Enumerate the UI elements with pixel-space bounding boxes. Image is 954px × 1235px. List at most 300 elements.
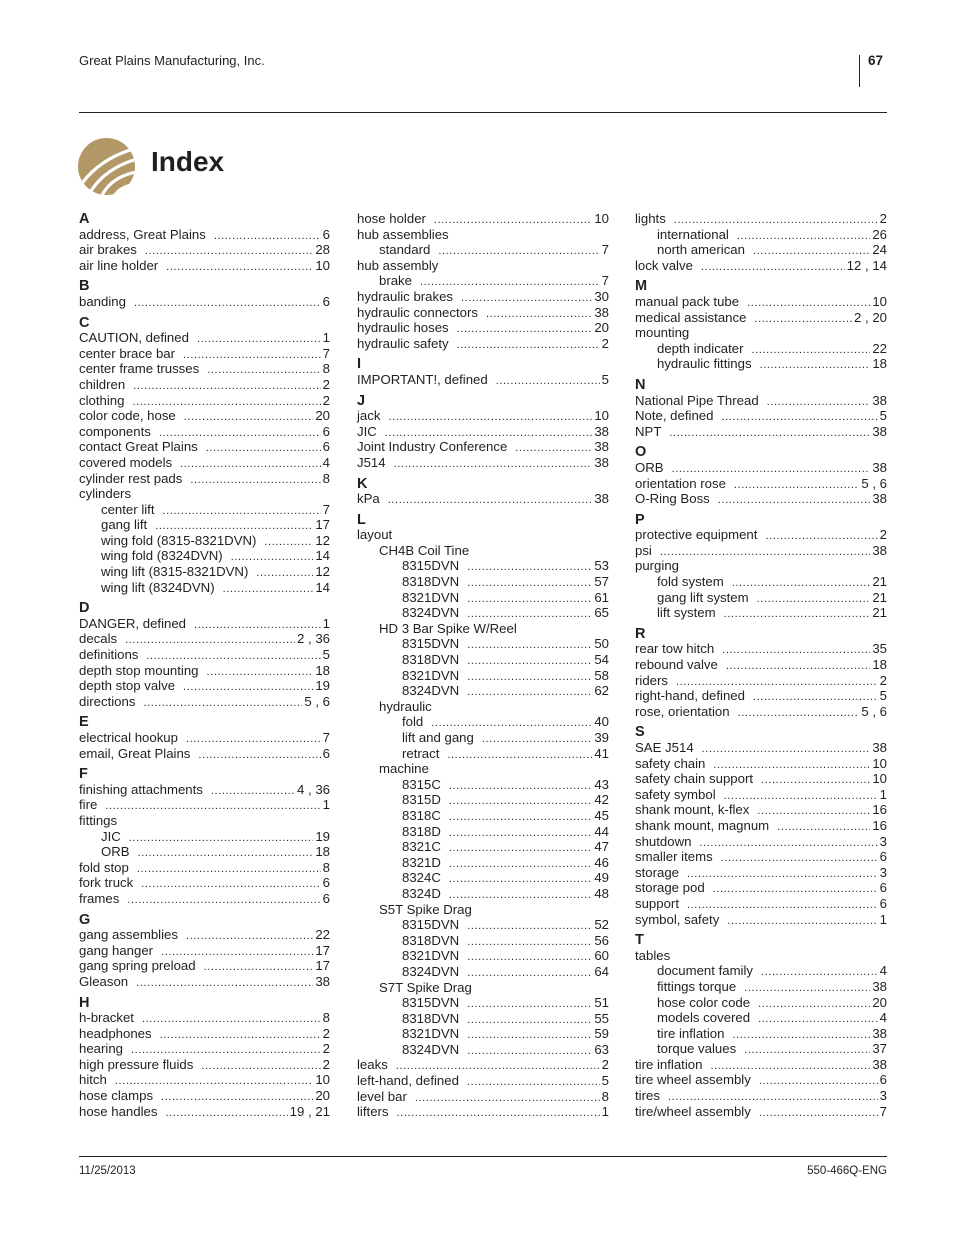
index-term: S5T Spike Drag (379, 901, 472, 917)
index-entry (79, 631, 330, 647)
index-page-ref: 8 (322, 859, 330, 875)
index-term: left-hand, defined (357, 1073, 459, 1089)
index-term: models covered (657, 1010, 751, 1026)
dot-leader (415, 1091, 600, 1107)
index-term: cylinders (79, 486, 132, 502)
index-subentry (357, 543, 609, 559)
index-page-ref: 20 (315, 1088, 330, 1104)
index-page-ref: 54 (594, 652, 609, 668)
index-page-ref: 7 (322, 501, 330, 517)
index-term: 8318DVN (402, 1010, 460, 1026)
index-term: storage pod (635, 880, 705, 896)
index-subentry (357, 621, 609, 637)
index-page-ref: 2 (322, 392, 330, 408)
dot-leader (759, 1074, 878, 1090)
index-term: gang lift system (657, 589, 749, 605)
dot-leader (166, 260, 313, 276)
index-entry (79, 797, 330, 813)
index-section-letter: F (79, 766, 88, 783)
index-entry (79, 346, 330, 362)
index-entry (635, 657, 887, 673)
index-entry (635, 1057, 887, 1073)
index-page-ref: 43 (594, 776, 609, 792)
index-subentry (357, 1011, 609, 1027)
dot-leader (201, 1059, 320, 1075)
index-entry (357, 439, 609, 455)
index-page-ref: 2 (601, 1057, 609, 1073)
index-page-ref: 62 (594, 683, 609, 699)
index-term: lights (635, 211, 666, 226)
index-page-ref: 10 (872, 755, 887, 771)
dot-leader (186, 732, 321, 748)
dot-leader (467, 966, 592, 982)
index-entry (635, 310, 887, 326)
index-term: SAE J514 (635, 740, 694, 755)
index-term: tire inflation (657, 1025, 725, 1041)
dot-leader (713, 882, 878, 898)
dot-leader (722, 643, 870, 659)
index-term: purging (635, 558, 679, 574)
index-entry (79, 486, 330, 502)
index-page-ref: 10 (594, 408, 609, 424)
dot-leader (753, 690, 878, 706)
index-entry (357, 372, 609, 388)
index-page-ref: 3 (879, 1088, 887, 1104)
index-term: 8315DVN (402, 636, 460, 652)
index-term: h-bracket (79, 1010, 134, 1026)
index-entry (635, 460, 887, 476)
index-page-ref: 18 (872, 356, 887, 372)
index-page-ref: 6 (879, 880, 887, 896)
index-entry (635, 294, 887, 310)
index-entry (635, 393, 887, 409)
index-page-ref: 1 (322, 797, 330, 813)
index-term: JIC (101, 828, 121, 844)
index-entry (79, 227, 330, 243)
index-subentry (357, 242, 609, 258)
index-term: center lift (101, 501, 155, 517)
index-page-ref: 18 (315, 844, 330, 860)
dot-leader (190, 473, 320, 489)
index-term: gang spring preload (79, 958, 196, 974)
index-page-ref: 65 (594, 605, 609, 621)
index-page-ref: 3 (879, 833, 887, 849)
index-page-ref: 1 (879, 911, 887, 927)
index-entry (79, 974, 330, 990)
index-entry (79, 1104, 330, 1120)
index-page-ref: 10 (872, 771, 887, 787)
index-term: clothing (79, 392, 125, 408)
index-page-ref: 48 (594, 885, 609, 901)
index-term: safety symbol (635, 786, 716, 802)
index-term: CAUTION, defined (79, 330, 189, 346)
index-entry (79, 471, 330, 487)
index-term: high pressure fluids (79, 1056, 194, 1072)
index-page-ref: 1 (322, 330, 330, 346)
index-subentry (357, 761, 609, 777)
index-page-ref: 17 (315, 942, 330, 958)
index-page-ref: 38 (872, 1025, 887, 1041)
index-term: wing lift (8324DVN) (101, 579, 215, 595)
dot-leader (687, 867, 878, 883)
index-page-ref: 61 (594, 589, 609, 605)
dot-leader (204, 960, 314, 976)
index-page-ref: 2 (322, 1041, 330, 1057)
index-term: DANGER, defined (79, 615, 187, 631)
index-entry (635, 818, 887, 834)
index-entry (635, 325, 887, 341)
dot-leader (467, 670, 592, 686)
index-term: covered models (79, 454, 173, 470)
index-column-1 (79, 211, 330, 1119)
index-page-ref: 2 (322, 376, 330, 392)
index-page-ref: 6 (322, 423, 330, 439)
index-subentry (357, 683, 609, 699)
dot-leader (732, 576, 871, 592)
index-term: document family (657, 963, 754, 979)
index-section-letter: O (635, 444, 647, 461)
index-page-ref: 58 (594, 667, 609, 683)
dot-leader (137, 862, 321, 878)
index-entry (79, 860, 330, 876)
index-subentry (357, 652, 609, 668)
index-entry (79, 694, 330, 710)
dot-leader (467, 919, 592, 935)
index-term: depth stop valve (79, 678, 176, 694)
index-term: 8324DVN (402, 1041, 460, 1057)
index-term: air line holder (79, 257, 159, 273)
dot-leader (467, 935, 592, 951)
index-entry (357, 258, 609, 274)
index-page-ref: 7 (322, 345, 330, 361)
index-subentry (79, 517, 330, 533)
dot-leader (467, 1075, 600, 1091)
dot-leader (198, 748, 320, 764)
index-entry (79, 393, 330, 409)
dot-leader (449, 857, 592, 873)
index-page-ref: 22 (872, 340, 887, 356)
index-entry (635, 408, 887, 424)
index-page-ref: 60 (594, 948, 609, 964)
dot-leader (136, 976, 313, 992)
dot-leader (183, 680, 313, 696)
index-entry (79, 1041, 330, 1057)
index-section-letter: J (357, 392, 366, 409)
index-entry (357, 527, 609, 543)
index-section-letter: N (635, 376, 646, 393)
index-subentry (357, 870, 609, 886)
index-subentry (357, 558, 609, 574)
index-page-ref: 52 (594, 917, 609, 933)
index-term: 8324DVN (402, 683, 460, 699)
index-page-ref: 4 , 36 (297, 781, 330, 797)
index-term: hydraulic safety (357, 335, 449, 351)
index-section-letter: P (635, 511, 645, 528)
index-section-letter: H (79, 994, 90, 1011)
index-page-ref: 12 , 14 (846, 257, 887, 273)
dot-leader (127, 893, 320, 909)
index-subentry (357, 746, 609, 762)
index-term: depth indicater (657, 340, 744, 356)
index-subentry (357, 995, 609, 1011)
index-page-ref: 50 (594, 636, 609, 652)
dot-leader (457, 338, 600, 354)
dot-leader (467, 592, 592, 608)
index-subentry (635, 1026, 887, 1042)
index-page-ref: 38 (315, 973, 330, 989)
dot-leader (699, 836, 877, 852)
index-subentry (357, 1042, 609, 1058)
index-term: leaks (357, 1057, 388, 1073)
index-entry (635, 641, 887, 657)
index-term: psi (635, 542, 652, 558)
index-page-ref: 1 (879, 786, 887, 802)
index-subentry (357, 730, 609, 746)
index-section-letter: S (635, 724, 645, 741)
index-page-ref: 39 (594, 730, 609, 745)
index-entry (357, 408, 609, 424)
index-subentry (79, 548, 330, 564)
dot-leader (141, 877, 320, 893)
dot-leader (467, 638, 592, 654)
dot-leader (163, 504, 321, 520)
index-subentry (357, 808, 609, 824)
index-page-ref: 59 (594, 1026, 609, 1042)
index-page-ref: 20 (594, 320, 609, 336)
index-term: center brace bar (79, 345, 176, 361)
index-entry (79, 943, 330, 959)
dot-leader (207, 363, 320, 379)
index-term: hydraulic hoses (357, 320, 449, 336)
dot-leader (138, 846, 314, 862)
dot-leader (721, 851, 878, 867)
index-term: 8321D (402, 854, 441, 870)
index-term: kPa (357, 491, 380, 507)
dot-leader (160, 1028, 321, 1044)
index-entry (635, 424, 887, 440)
index-term: 8318DVN (402, 932, 460, 948)
dot-leader (211, 784, 295, 800)
index-term: retract (402, 745, 440, 761)
dot-leader (757, 804, 870, 820)
index-entry (635, 865, 887, 881)
index-section-letter: D (79, 600, 90, 617)
index-page-ref: 53 (594, 558, 609, 574)
index-page-ref: 37 (872, 1041, 887, 1057)
index-term: brake (379, 273, 412, 289)
index-term: tire/wheel assembly (635, 1103, 751, 1119)
index-subentry (635, 227, 887, 243)
index-term: manual pack tube (635, 293, 740, 309)
index-page-ref: 38 (594, 439, 609, 455)
dot-leader (515, 441, 592, 457)
index-page-ref: 5 (322, 647, 330, 663)
index-page-ref: 44 (594, 823, 609, 839)
index-page-ref: 6 (322, 890, 330, 906)
index-term: standard (379, 242, 431, 258)
index-term: tables (635, 947, 671, 963)
index-term: cylinder rest pads (79, 470, 183, 486)
index-page-ref: 10 (594, 211, 609, 226)
index-page-ref: 21 (872, 574, 887, 590)
index-term: frames (79, 890, 120, 906)
dot-leader (145, 244, 313, 260)
index-term: hydraulic brakes (357, 288, 454, 304)
dot-leader (449, 794, 592, 810)
dot-leader (724, 607, 871, 623)
index-entry (635, 756, 887, 772)
index-term: 8324D (402, 885, 441, 901)
index-term: medical assistance (635, 309, 747, 325)
index-entry (79, 1072, 330, 1088)
company-name: Great Plains Manufacturing, Inc. (79, 53, 265, 68)
footer-rule (79, 1156, 887, 1157)
index-term: hydraulic connectors (357, 304, 478, 320)
index-entry (357, 1104, 609, 1120)
index-entry (357, 227, 609, 243)
index-entry (635, 834, 887, 850)
index-page-ref: 57 (594, 574, 609, 590)
index-page-ref: 2 (879, 527, 887, 543)
index-page-ref: 14 (315, 548, 330, 564)
index-term: O-Ring Boss (635, 491, 710, 507)
index-term: wing fold (8315-8321DVN) (101, 532, 257, 548)
index-subentry (79, 533, 330, 549)
index-page-ref: 6 (322, 439, 330, 455)
dot-leader (388, 493, 593, 509)
index-page-ref: 38 (872, 1056, 887, 1072)
index-term: 8315DVN (402, 558, 460, 574)
index-page-ref: 5 , 6 (304, 693, 330, 709)
index-page-ref: 18 (315, 662, 330, 678)
index-entry (635, 802, 887, 818)
dot-leader (467, 950, 592, 966)
index-page-ref: 8 (322, 470, 330, 486)
index-page-ref: 38 (594, 423, 609, 439)
index-subentry (635, 979, 887, 995)
index-page-ref: 38 (872, 392, 887, 408)
index-page-ref: 20 (315, 408, 330, 424)
index-term: contact Great Plains (79, 439, 198, 455)
index-term: JIC (357, 423, 377, 439)
index-page-ref: 64 (594, 963, 609, 979)
index-page-ref: 17 (315, 517, 330, 533)
index-page-ref: 2 , 20 (854, 309, 887, 325)
index-entry (635, 740, 887, 756)
index-subentry (357, 855, 609, 871)
index-page-ref: 7 (879, 1103, 887, 1119)
index-term: rear tow hitch (635, 641, 715, 657)
index-term: international (657, 226, 729, 242)
index-entry (357, 1073, 609, 1089)
index-subentry (357, 714, 609, 730)
index-term: torque values (657, 1041, 737, 1057)
index-term: 8318DVN (402, 652, 460, 668)
index-term: hose clamps (79, 1088, 154, 1104)
dot-leader (761, 773, 870, 789)
dot-leader (759, 1106, 878, 1122)
dot-leader (718, 493, 871, 509)
index-entry (357, 1089, 609, 1105)
index-entry (635, 880, 887, 896)
index-subentry (635, 242, 887, 258)
index-term: layout (357, 527, 393, 543)
index-entry (79, 746, 330, 762)
index-term: National Pipe Thread (635, 392, 759, 408)
dot-leader (449, 810, 592, 826)
index-entry (79, 377, 330, 393)
dot-leader (207, 665, 314, 681)
dot-leader (214, 229, 321, 245)
index-subentry (357, 902, 609, 918)
index-page-ref: 6 (322, 875, 330, 891)
index-term: level bar (357, 1088, 407, 1104)
index-term: wing lift (8315-8321DVN) (101, 564, 249, 580)
index-page-ref: 38 (872, 491, 887, 507)
index-term: 8321DVN (402, 948, 460, 964)
index-term: wing fold (8324DVN) (101, 548, 223, 564)
index-term: gang lift (101, 517, 148, 533)
index-subentry (357, 574, 609, 590)
index-term: IMPORTANT!, defined (357, 371, 488, 387)
index-term: jack (357, 408, 381, 424)
index-entry (79, 678, 330, 694)
index-entry (79, 408, 330, 424)
dot-leader (134, 296, 321, 312)
dot-leader (197, 332, 321, 348)
index-term: north american (657, 242, 745, 258)
dot-leader (143, 696, 302, 712)
index-subentry (635, 1041, 887, 1057)
dot-leader (701, 260, 845, 276)
index-term: center frame trusses (79, 361, 200, 377)
index-term: gang assemblies (79, 927, 178, 943)
dot-leader (467, 685, 592, 701)
index-subentry (357, 668, 609, 684)
index-term: CH4B Coil Tine (379, 542, 470, 558)
index-term: fire (79, 797, 98, 813)
index-section-letter: R (635, 625, 646, 642)
dot-leader (165, 1106, 287, 1122)
dot-leader (264, 535, 313, 551)
dot-leader (738, 706, 860, 722)
index-page-ref: 28 (315, 242, 330, 258)
index-term: finishing attachments (79, 781, 203, 797)
index-entry (635, 1088, 887, 1104)
index-section-letter: L (357, 511, 366, 528)
index-term: 8315DVN (402, 917, 460, 933)
index-term: email, Great Plains (79, 745, 191, 761)
index-page-ref: 5 , 6 (861, 475, 887, 491)
dot-leader (457, 322, 593, 338)
index-term: ORB (635, 459, 664, 475)
index-term: rebound valve (635, 657, 718, 673)
great-plains-logo-icon (78, 138, 135, 195)
index-entry (357, 491, 609, 507)
index-term: ORB (101, 844, 130, 860)
header-rule (79, 112, 887, 113)
index-term: hydraulic fittings (657, 356, 752, 372)
index-subentry (357, 917, 609, 933)
dot-leader (180, 457, 321, 473)
dot-leader (732, 1028, 870, 1044)
index-term: 8321DVN (402, 667, 460, 683)
index-subentry (357, 699, 609, 715)
dot-leader (757, 592, 871, 608)
index-subentry (357, 980, 609, 996)
index-page-ref: 8 (322, 1010, 330, 1026)
dot-leader (449, 779, 592, 795)
